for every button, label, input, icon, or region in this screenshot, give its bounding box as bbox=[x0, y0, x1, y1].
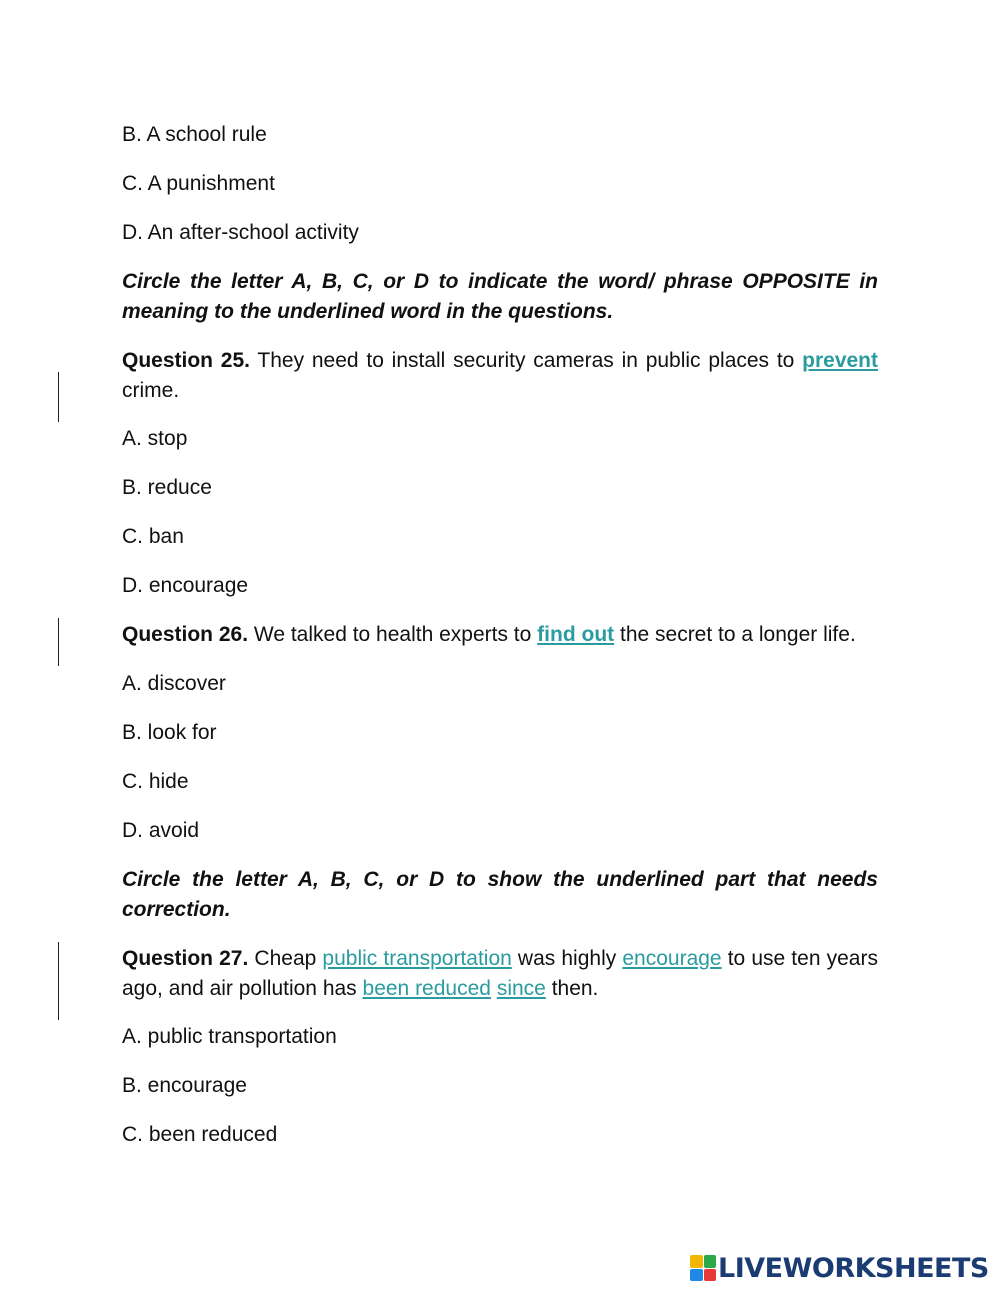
instruction-correction: Circle the letter A, B, C, or D to show the underlined part that needs correction. bbox=[122, 868, 878, 921]
instruction-opposite: Circle the letter A, B, C, or D to indicate the word/ phrase OPPOSITE in meaning to the underlined word in the questions. bbox=[122, 270, 878, 323]
question-27-option-b[interactable]: B. encourage bbox=[122, 1074, 247, 1097]
option-d-after-school-activity: D. An after-school activity bbox=[122, 221, 359, 244]
logo-tile-1 bbox=[690, 1255, 703, 1268]
question-25-text-before: They need to install security cameras in public places to bbox=[257, 349, 795, 372]
question-27-text-4: then. bbox=[551, 976, 599, 1000]
question-26-text-after: the secret to a longer life. bbox=[619, 623, 856, 646]
question-26-underlined-phrase[interactable]: find out bbox=[537, 623, 615, 646]
logo-tile-3 bbox=[690, 1269, 703, 1282]
question-27-part-b[interactable]: encourage bbox=[622, 947, 722, 970]
question-25-label: Question 25. bbox=[122, 349, 250, 372]
margin-marker-q26 bbox=[58, 618, 59, 666]
question-25-text-after: crime. bbox=[122, 378, 180, 402]
question-25-option-b[interactable]: B. reduce bbox=[122, 476, 212, 499]
question-25-underlined-word[interactable]: prevent bbox=[802, 349, 878, 372]
question-25 bbox=[122, 346, 878, 405]
question-27-text-2: was highly bbox=[517, 947, 617, 970]
question-27-option-c[interactable]: C. been reduced bbox=[122, 1123, 278, 1146]
question-27-part-c[interactable]: been reduced bbox=[362, 976, 491, 1000]
margin-marker-q27 bbox=[58, 942, 59, 1020]
question-27-label: Question 27. bbox=[122, 947, 249, 970]
question-26-option-a[interactable]: A. discover bbox=[122, 672, 226, 695]
question-25-option-d[interactable]: D. encourage bbox=[122, 574, 249, 597]
question-26-label: Question 26. bbox=[122, 623, 249, 646]
liveworksheets-logo-icon bbox=[690, 1255, 716, 1281]
question-26-option-b[interactable]: B. look for bbox=[122, 721, 217, 744]
option-b-school-rule: B. A school rule bbox=[122, 123, 267, 146]
question-26-option-d[interactable]: D. avoid bbox=[122, 819, 200, 842]
question-26 bbox=[122, 620, 878, 649]
question-25-option-c[interactable]: C. ban bbox=[122, 525, 184, 548]
logo-tile-2 bbox=[704, 1255, 717, 1268]
question-25-option-a[interactable]: A. stop bbox=[122, 427, 188, 450]
liveworksheets-logo-text: LIVEWORKSHEETS bbox=[718, 1252, 989, 1284]
question-27-part-d[interactable]: since bbox=[496, 976, 546, 1000]
liveworksheets-logo bbox=[690, 1250, 989, 1286]
margin-marker-q25 bbox=[58, 372, 59, 422]
question-27 bbox=[122, 944, 878, 1003]
question-26-option-c[interactable]: C. hide bbox=[122, 770, 189, 793]
question-27-text-1: Cheap bbox=[254, 947, 317, 970]
question-26-text-before: We talked to health experts to bbox=[253, 623, 532, 646]
logo-tile-4 bbox=[704, 1269, 717, 1282]
question-27-part-a[interactable]: public transportation bbox=[322, 947, 512, 970]
option-c-punishment: C. A punishment bbox=[122, 172, 275, 195]
question-27-text-3: to use ten years ago, and air pollution has bbox=[122, 947, 878, 1000]
question-27-option-a[interactable]: A. public transportation bbox=[122, 1025, 337, 1048]
